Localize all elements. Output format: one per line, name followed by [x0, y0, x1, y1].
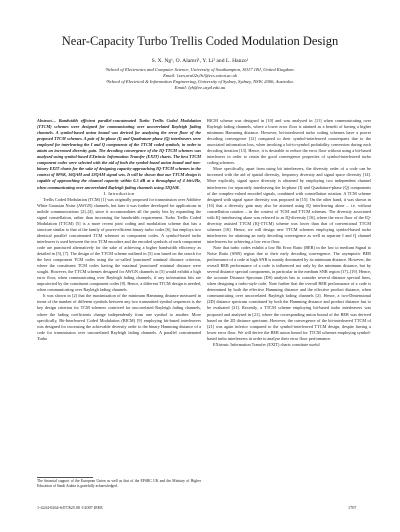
affiliation-line: ²School of Electrical & Information Engineering, University of Sydney, Sydney, NSW, 2006, Australia.: [106, 79, 294, 84]
body-paragraph: Note that turbo codes exhibit a low Bit Error Ratio (BER) in the low to medium Signal to Noise Ratio (SNR) region due to their early decoding convergence. The asymptotic BER performance of a code at high SNR is mainly dominated by its minimum distance. However, the overall BER performance of a code is influenced not only by the minimum distance, but by several distance spectral components, in particular in the medium SNR region [17]–[19]. Hence, the accurate Distance Spectrum (DS) analysis has to consider several distance spectral lines, when designing a turbo-style code. Note further that the overall BER performance of a code is determined by both the effective Hamming distance and the effective product distance, when communicating over uncorrelated Rayleigh fading channels [2]. Hence, a two-Dimensional (2D) distance spectrum constituted by both the Hamming distance and product distance has to be evaluated [21]. Recently, a TTCM scheme employing bit-based turbo interleavers was proposed and analysed in [21], where the corresponding union bound of the BER was derived based on the 2D distance spectrum. However, the convergence of the bit-interleaved TTCM of [21] was again inferior compared to the symbol-interleaved TTCM design, despite having a lower error floor. We will derive the BER union bound for TTCM schemes employing symbol-based turbo interleavers in order to analyse their error floor performance.: [207, 244, 371, 341]
paper-title: Near-Capacity Turbo Trellis Coded Modulation Design: [61, 34, 339, 48]
body-paragraph: EXtrinsic Information Transfer (EXIT) charts constitute useful: [213, 341, 320, 347]
affiliations: [40, 67, 360, 91]
right-column: [207, 118, 371, 348]
author-list: S. X. Ng¹, O. Alamri¹, Y. Li² and L. Hanzo¹: [151, 58, 249, 64]
left-column: [37, 118, 201, 342]
section-heading: I. Introduction: [103, 190, 135, 196]
page-number: 1707: [348, 505, 357, 510]
body-paragraph: BICM scheme was designed in [10] and was analysed in [11] when communicating over Rayleigh fading channels, where a lower error floor is attained as a benefit of having a higher minimum Hamming distance. However, bit-interleaved turbo coding schemes have a poorer decoding convergence [12] compared to their symbol-interleaved counterparts due to the associated information loss, when invoking a bit-to-symbol probability conversion during each decoding iteration [13]. Hence, it is desirable to reduce the error floor without using a bit-based interleaver in order to retain the good convergence properties of symbol-interleaved turbo coding schemes.: [207, 118, 371, 166]
copyright-footer: 1-4244-0264-6/07/$25.00 ©2007 IEEE: [37, 505, 103, 510]
body-paragraph: More specifically, apart from using bit interleavers, the diversity order of a code can be increased with the aid of spatial diversity, frequency diversity and signal space diversity [14]. More explicitly, signal space diversity is obtained by employing two independent channel interleavers for separately interleaving the In-phase (I) and Quadrature-phase (Q) components of the complex-valued encoded signals, combined with constellation rotation. A TCM scheme designed with signal space diversity was proposed in [15]. On the other hand, it was shown in [16] that a diversity gain may also be attained using IQ interleaving alone – i.e. without constellation rotation – in the context of TCM and TTCM schemes. The diversity associated with IQ interleaving alone was referred to as IQ-diversity [16], where the error floor of the IQ-diversity assisted TTCM (IQ-TTCM) scheme was lower than that of conventional TTCM schemes [16]. Hence, we will design new TTCM schemes employing symbol-based turbo interleavers for attaining an early decoding convergence as well as separate I and Q channel interleavers for achieving a low error floor.: [207, 166, 371, 244]
footnote-divider: [37, 477, 93, 478]
body-paragraph: Trellis Coded Modulation (TCM) [1] was originally proposed for transmission over Additive White Gaussian Noise (AWGN) channels, but later it was further developed for applications in mobile communications [2]–[4], since it accommodates all the parity bits by expanding the signal constellation, rather than increasing the bandwidth requirement. Turbo Trellis Coded Modulation (TTCM) [5] is a more recent joint coding and modulation scheme that has a structure similar to that of the family of power-efficient binary turbo codes [6], but employs two identical parallel concatenated TCM schemes as component codes. A symbol-based turbo interleaver is used between the two TCM encoders and the encoded symbols of each component code are punctured alternatively for the sake of achieving a higher bandwidth efficiency as detailed in [5], [7]. The design of the TTCM scheme outlined in [5] was based on the search for the best component TCM codes using the so-called 'punctured' minimal distance criterion, where the constituent TCM codes having the maximal 'punctured' minimal distance were sought. However, the TTCM schemes designed for AWGN channels in [5] would exhibit a high error floor, when communicating over Rayleigh fading channels, if any information bits are unprotected by the constituent component codes [8]. Hence, a different TTCM design is needed, when communicating over Rayleigh fading channels.: [37, 196, 201, 293]
body-paragraph: It was shown in [2] that the maximisation of the minimum Hamming distance measured in terms of the number of different symbols between any two transmitted symbol sequences is the key design criterion for TCM schemes contrived for uncorrelated Rayleigh fading channels, where the fading coefficients change independently from one symbol to another. More specifically, Bit-Interleaved Coded Modulation (BICM) [9] employing bit-based interleavers was designed for increasing the achievable diversity order to the binary Hamming distance of a code for transmission over uncorrelated Rayleigh fading channels. A parallel concatenated Turbo: [37, 293, 201, 341]
affiliation-line: ¹School of Electronics and Computer Science, University of Southampton, SO17 1BJ, United Kingdom.: [105, 67, 295, 72]
funding-footnote: The financial support of the European Union as well as that of the EPSRC UK and the Ministry of Higher Education of Saudi Arabia is gratefully acknowledged.: [37, 479, 201, 488]
abstract: Abstract— Bandwidth efficient parallel-concatenated Turbo Trellis Coded Modulation (TTCM) schemes were designed for communicating over uncorrelated Rayleigh fading channels. A symbol-based union bound was derived for analysing the error floor of the proposed TTCM schemes. A pair of In-phase (I) and Quadrature-phase (Q) interleavers were employed for interleaving the I and Q components of the TTCM coded symbols, in order to attain an increased diversity gain. The decoding convergence of the IQ-TTCM schemes was analysed using symbol-based EXtrinsic Information Transfer (EXIT) charts. The best TTCM component codes were selected with the aid of both the symbol-based union bound and non-binary EXIT charts for the sake of designing capacity-approaching IQ-TTCM schemes in the context of 8PSK, 16QAM and 32QAM signal sets. It will be shown that our TTCM design is capable of approaching the channel capacity within 0.5 dB at a throughput of 4 bit/s/Hz, when communicating over uncorrelated Rayleigh fading channels using 32QAM.: [37, 118, 201, 190]
affiliation-email: Email: {sxn,ora02r,lh}@ecs.soton.ac.uk: [163, 73, 237, 78]
affiliation-email: Email: lyh@ee.usyd.edu.au: [174, 85, 226, 90]
